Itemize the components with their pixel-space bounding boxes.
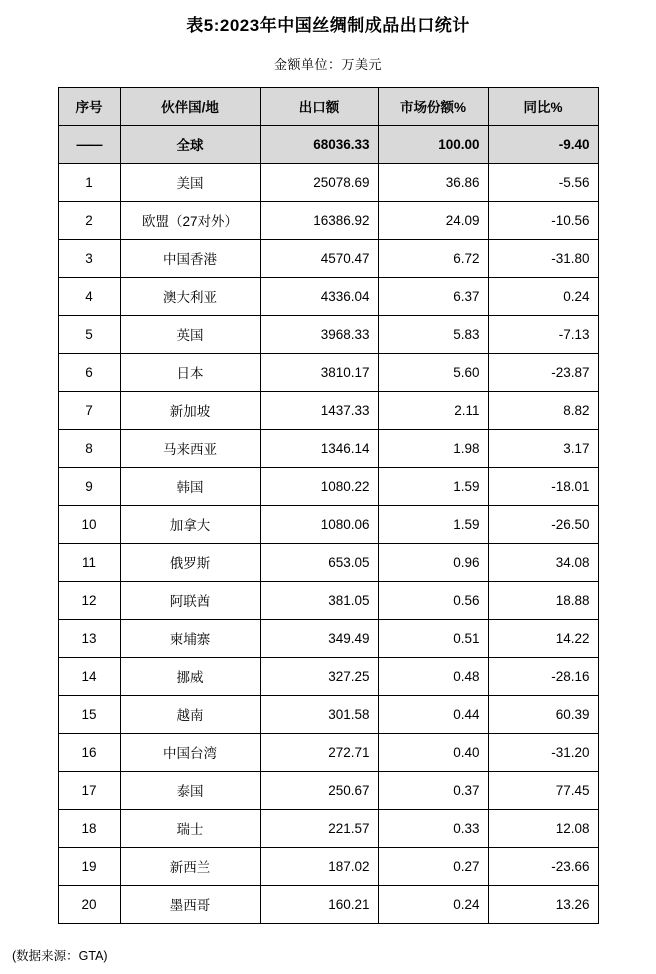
cell-amount: 25078.69 <box>260 163 378 201</box>
cell-yoy: 12.08 <box>488 809 598 847</box>
cell-index: 19 <box>58 847 120 885</box>
table-row <box>58 315 598 353</box>
cell-country: 加拿大 <box>120 505 260 543</box>
cell-country: 美国 <box>120 163 260 201</box>
cell-index: 15 <box>58 695 120 733</box>
cell-yoy: -7.13 <box>488 315 598 353</box>
cell-amount: 160.21 <box>260 885 378 923</box>
cell-amount: 68036.33 <box>260 125 378 163</box>
cell-index: 1 <box>58 163 120 201</box>
cell-yoy: 3.17 <box>488 429 598 467</box>
cell-amount: 250.67 <box>260 771 378 809</box>
table-row <box>58 239 598 277</box>
cell-share: 5.83 <box>378 315 488 353</box>
cell-amount: 327.25 <box>260 657 378 695</box>
cell-amount: 1080.22 <box>260 467 378 505</box>
cell-share: 1.59 <box>378 505 488 543</box>
page-title: 表5:2023年中国丝绸制成品出口统计 <box>186 16 470 35</box>
cell-share: 0.24 <box>378 885 488 923</box>
cell-country: 全球 <box>120 125 260 163</box>
cell-index: 4 <box>58 277 120 315</box>
cell-country: 挪威 <box>120 657 260 695</box>
cell-amount: 16386.92 <box>260 201 378 239</box>
cell-country: 英国 <box>120 315 260 353</box>
table-row <box>58 619 598 657</box>
cell-country: 欧盟（27对外） <box>120 201 260 239</box>
table-row <box>58 391 598 429</box>
cell-index: 18 <box>58 809 120 847</box>
cell-index: 14 <box>58 657 120 695</box>
table-row <box>58 885 598 923</box>
cell-amount: 187.02 <box>260 847 378 885</box>
cell-share: 0.33 <box>378 809 488 847</box>
table-row <box>58 809 598 847</box>
cell-country: 澳大利亚 <box>120 277 260 315</box>
column-header-country: 伙伴国/地 <box>120 87 260 125</box>
cell-share: 0.44 <box>378 695 488 733</box>
cell-index: 16 <box>58 733 120 771</box>
cell-country: 墨西哥 <box>120 885 260 923</box>
table-row <box>58 543 598 581</box>
cell-amount: 1346.14 <box>260 429 378 467</box>
cell-amount: 1080.06 <box>260 505 378 543</box>
cell-share: 0.51 <box>378 619 488 657</box>
cell-amount: 3968.33 <box>260 315 378 353</box>
cell-yoy: 60.39 <box>488 695 598 733</box>
cell-share: 0.40 <box>378 733 488 771</box>
cell-amount: 4570.47 <box>260 239 378 277</box>
cell-yoy: -23.66 <box>488 847 598 885</box>
cell-amount: 381.05 <box>260 581 378 619</box>
table-row <box>58 771 598 809</box>
cell-index: 20 <box>58 885 120 923</box>
cell-index: 11 <box>58 543 120 581</box>
cell-country: 日本 <box>120 353 260 391</box>
table-row-total <box>58 125 598 163</box>
cell-share: 0.96 <box>378 543 488 581</box>
cell-country: 柬埔寨 <box>120 619 260 657</box>
cell-share: 1.98 <box>378 429 488 467</box>
cell-country: 瑞士 <box>120 809 260 847</box>
cell-yoy: -5.56 <box>488 163 598 201</box>
cell-country: 泰国 <box>120 771 260 809</box>
cell-share: 6.72 <box>378 239 488 277</box>
table-row <box>58 657 598 695</box>
cell-amount: 221.57 <box>260 809 378 847</box>
cell-yoy: 77.45 <box>488 771 598 809</box>
cell-share: 5.60 <box>378 353 488 391</box>
cell-country: 俄罗斯 <box>120 543 260 581</box>
cell-share: 0.27 <box>378 847 488 885</box>
cell-country: 越南 <box>120 695 260 733</box>
cell-share: 2.11 <box>378 391 488 429</box>
table-header <box>58 87 598 125</box>
cell-share: 1.59 <box>378 467 488 505</box>
cell-index: 7 <box>58 391 120 429</box>
cell-share: 0.56 <box>378 581 488 619</box>
cell-yoy: -26.50 <box>488 505 598 543</box>
cell-yoy: -10.56 <box>488 201 598 239</box>
cell-index: 8 <box>58 429 120 467</box>
cell-yoy: -31.80 <box>488 239 598 277</box>
cell-yoy: 18.88 <box>488 581 598 619</box>
cell-yoy: 14.22 <box>488 619 598 657</box>
cell-share: 6.37 <box>378 277 488 315</box>
table-header-row <box>58 87 598 125</box>
cell-index: 10 <box>58 505 120 543</box>
column-header-amount: 出口额 <box>260 87 378 125</box>
cell-country: 中国台湾 <box>120 733 260 771</box>
cell-yoy: 0.24 <box>488 277 598 315</box>
cell-country: 阿联酋 <box>120 581 260 619</box>
table-row <box>58 201 598 239</box>
cell-share: 0.48 <box>378 657 488 695</box>
cell-index: 3 <box>58 239 120 277</box>
table-row <box>58 733 598 771</box>
column-header-share: 市场份额% <box>378 87 488 125</box>
cell-amount: 349.49 <box>260 619 378 657</box>
cell-yoy: 13.26 <box>488 885 598 923</box>
table-body <box>58 125 598 923</box>
cell-yoy: -31.20 <box>488 733 598 771</box>
cell-index: 6 <box>58 353 120 391</box>
source-note: (数据来源：GTA) <box>12 949 108 963</box>
cell-index: 5 <box>58 315 120 353</box>
cell-index: 13 <box>58 619 120 657</box>
table-row <box>58 695 598 733</box>
cell-amount: 653.05 <box>260 543 378 581</box>
cell-amount: 301.58 <box>260 695 378 733</box>
cell-yoy: 34.08 <box>488 543 598 581</box>
cell-share: 24.09 <box>378 201 488 239</box>
column-header-yoy: 同比% <box>488 87 598 125</box>
cell-amount: 272.71 <box>260 733 378 771</box>
cell-amount: 3810.17 <box>260 353 378 391</box>
cell-country: 中国香港 <box>120 239 260 277</box>
table-row <box>58 581 598 619</box>
column-header-index: 序号 <box>58 87 120 125</box>
cell-index: 9 <box>58 467 120 505</box>
cell-yoy: -18.01 <box>488 467 598 505</box>
table-row <box>58 429 598 467</box>
cell-index: —— <box>58 125 120 163</box>
cell-amount: 1437.33 <box>260 391 378 429</box>
table-row <box>58 505 598 543</box>
cell-share: 100.00 <box>378 125 488 163</box>
cell-yoy: -9.40 <box>488 125 598 163</box>
cell-country: 新西兰 <box>120 847 260 885</box>
cell-amount: 4336.04 <box>260 277 378 315</box>
table-row <box>58 277 598 315</box>
cell-index: 2 <box>58 201 120 239</box>
cell-index: 17 <box>58 771 120 809</box>
table-row <box>58 467 598 505</box>
table-row <box>58 353 598 391</box>
cell-yoy: 8.82 <box>488 391 598 429</box>
export-statistics-table <box>58 87 599 924</box>
table-row <box>58 163 598 201</box>
cell-country: 韩国 <box>120 467 260 505</box>
cell-country: 马来西亚 <box>120 429 260 467</box>
cell-share: 0.37 <box>378 771 488 809</box>
cell-yoy: -28.16 <box>488 657 598 695</box>
cell-index: 12 <box>58 581 120 619</box>
unit-note: 金额单位：万美元 <box>273 56 382 72</box>
cell-share: 36.86 <box>378 163 488 201</box>
table-row <box>58 847 598 885</box>
cell-country: 新加坡 <box>120 391 260 429</box>
cell-yoy: -23.87 <box>488 353 598 391</box>
